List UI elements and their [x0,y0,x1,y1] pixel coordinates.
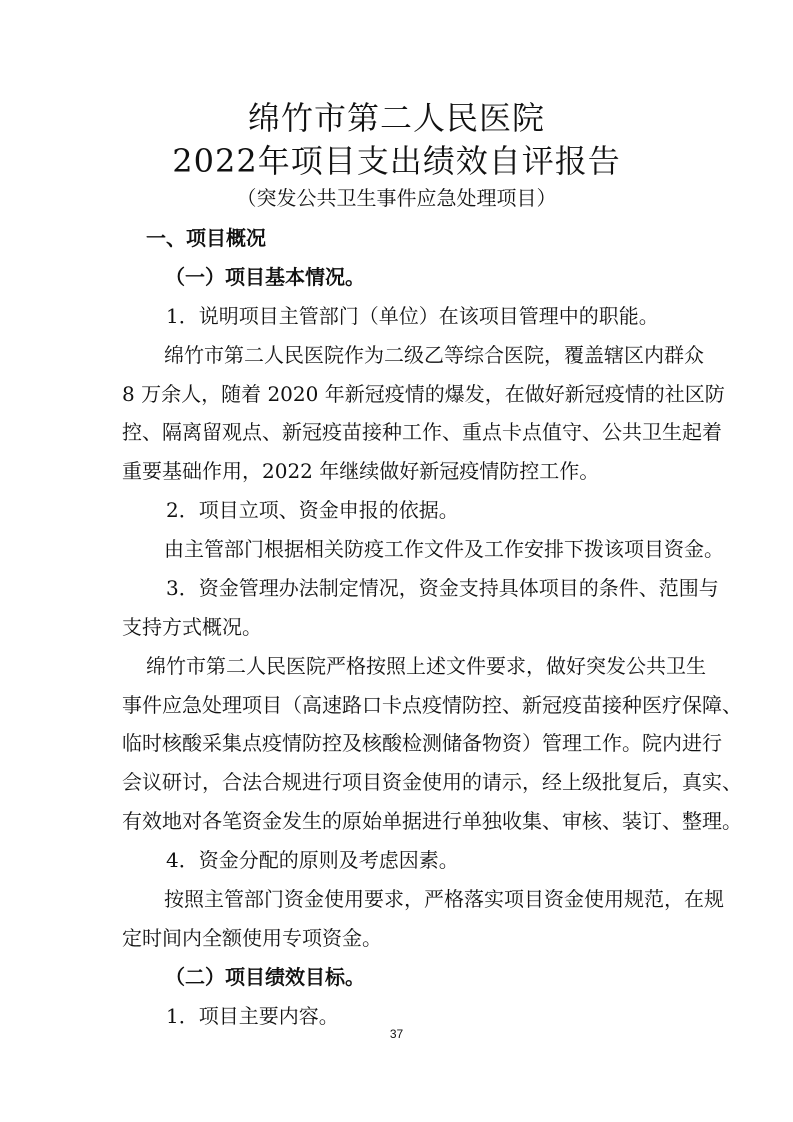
item-heading-5: 1．项目主要内容。 [166,1004,339,1028]
item-heading-1: 1．说明项目主管部门（单位）在该项目管理中的职能。 [166,304,659,328]
subsection-heading-2: （二）项目绩效目标。 [165,965,365,989]
subsection-heading-1: （一）项目基本情况。 [165,265,365,289]
item-heading-3: 3．资金管理办法制定情况，资金支持具体项目的条件、范围与 [166,576,719,600]
paragraph-line: 按照主管部门资金使用要求，严格落实项目资金使用规范，在规 [164,887,724,911]
paragraph-line: 会议研讨，合法合规进行项目资金使用的请示，经上级批复后，真实、 [122,770,742,794]
document-subtitle: （突发公共卫生事件应急处理项目） [236,186,557,210]
document-title-line1: 绵竹市第二人民医院 [247,99,545,137]
paragraph-line: 8 万余人，随着 2020 年新冠疫情的爆发，在做好新冠疫情的社区防 [122,382,725,406]
paragraph-line: 绵竹市第二人民医院严格按照上述文件要求，做好突发公共卫生 [146,654,706,678]
item-heading-3-continued: 支持方式概况。 [122,615,262,639]
paragraph-line: 绵竹市第二人民医院作为二级乙等综合医院，覆盖辖区内群众 [164,343,704,367]
paragraph-line: 由主管部门根据相关防疫工作文件及工作安排下拨该项目资金。 [164,537,724,561]
paragraph-line: 临时核酸采集点疫情防控及核酸检测储备物资）管理工作。院内进行 [122,731,722,755]
document-title-line2: 2022年项目支出绩效自评报告 [172,142,621,180]
paragraph-line: 定时间内全额使用专项资金。 [122,926,382,950]
item-heading-4: 4．资金分配的原则及考虑因素。 [166,848,459,872]
paragraph-line: 有效地对各笔资金发生的原始单据进行单独收集、审核、装订、整理。 [122,809,742,833]
section-heading-1: 一、项目概况 [146,226,266,250]
page-number: 37 [389,1027,404,1041]
paragraph-line: 事件应急处理项目（高速路口卡点疫情防控、新冠疫苗接种医疗保障、 [122,693,742,717]
paragraph-line: 控、隔离留观点、新冠疫苗接种工作、重点卡点值守、公共卫生起着 [122,420,722,444]
item-heading-2: 2．项目立项、资金申报的依据。 [166,498,459,522]
paragraph-line: 重要基础作用，2022 年继续做好新冠疫情防控工作。 [122,459,600,483]
